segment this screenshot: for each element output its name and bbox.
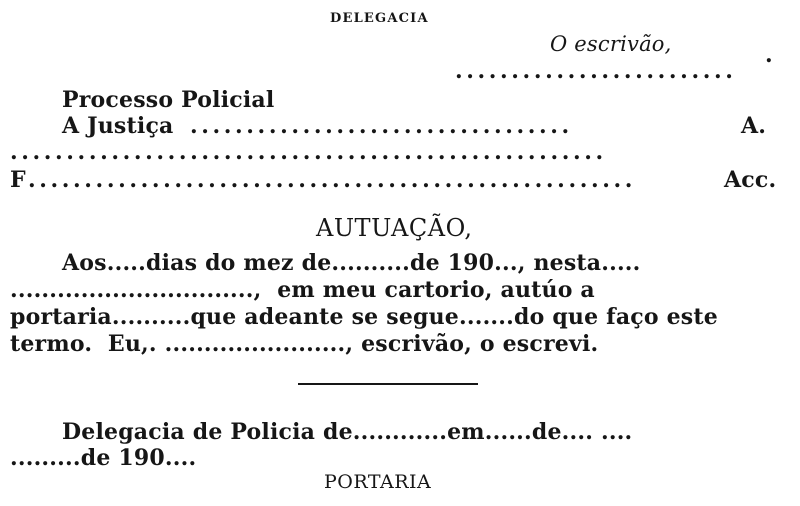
processo-policial: Processo Policial [62,87,275,113]
portaria-title: PORTARIA [324,471,432,493]
escrivao-signature-dots: ......................... [455,58,737,84]
dotted-line: ..................................................... [10,139,607,165]
header-delegacia: DELEGACIA [330,11,429,26]
autuacao-title: AUTUAÇÃO, [316,214,473,242]
autuacao-line-1: Aos.....dias do mez de..........de 190..., nesta..... [62,250,641,276]
acc-label: Acc. [724,167,777,193]
f-label: F [10,167,26,193]
f-dots: ...................................................... [28,167,636,193]
delegacia-line-1: Delegacia de Policia de............em......de.... .... [62,419,633,445]
autuacao-line-3: portaria..........que adeante se segue.......do que faço este [10,304,718,330]
escrivao-dot: . [765,42,773,68]
justica-label: A Justiça [62,113,174,139]
delegacia-line-2: .........de 190.... [10,445,197,471]
escrivao-label: O escrivão, [550,32,672,56]
justica-dots: .................................. [190,113,573,139]
autuacao-line-4: termo. Eu,. ......................., escrivão, o escrevi. [10,331,599,357]
autuacao-line-2: ..............................., em meu cartorio, autúo a [10,277,595,303]
justica-end: A. [741,113,767,139]
separator-rule [298,383,478,385]
